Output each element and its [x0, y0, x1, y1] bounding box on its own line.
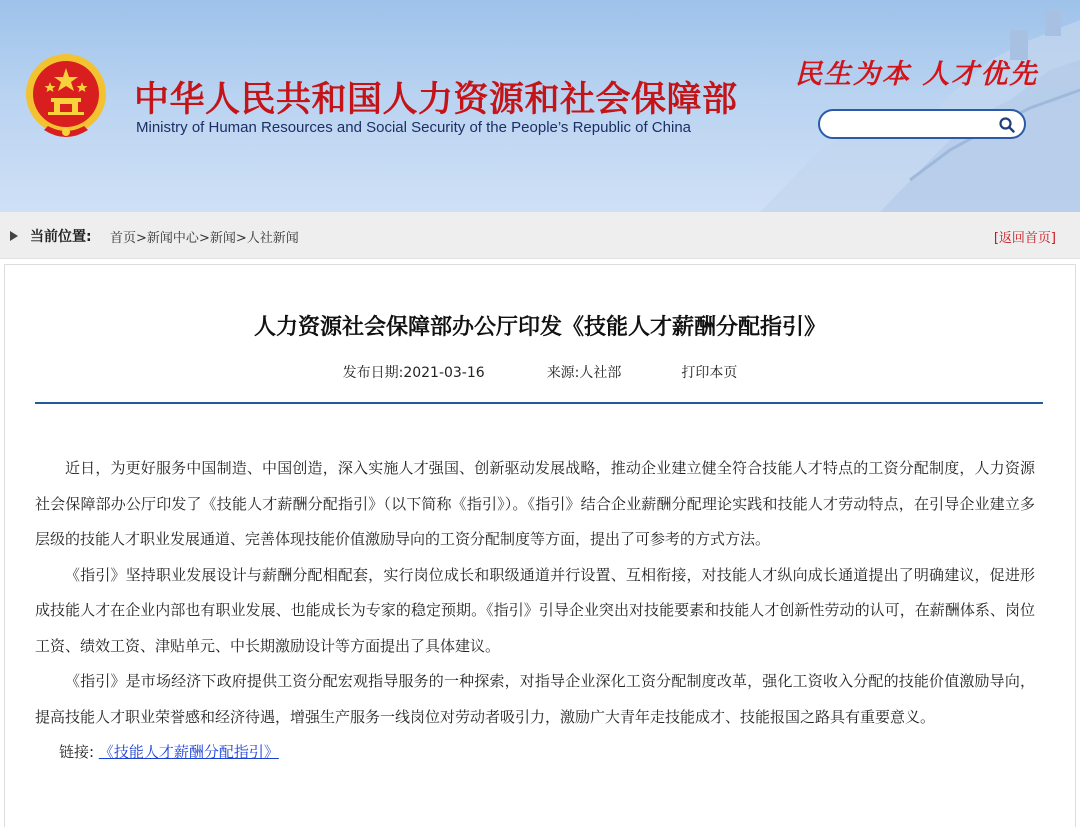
breadcrumb-label: 当前位置:: [30, 229, 92, 245]
national-emblem-icon: [24, 52, 108, 142]
search-icon[interactable]: [998, 116, 1016, 134]
breadcrumb-separator: >: [136, 231, 147, 246]
article-paragraph: 近日，为更好服务中国制造、中国创造，深入实施人才强国、创新驱动发展战略，推动企业建立健全符合技能人才特点的工资分配制度，人力资源社会保障部办公厅印发了《技能人才薪酬分配指引》（以下简称《指引》）。《指引》结合企业薪酬分配理论实践和技能人才劳动特点，在引导企业建立多层级的技能人才职业发展通道、完善体现技能价值激励导向的工资分配制度等方面，提出了可参考的方式方法。: [35, 459, 1035, 548]
great-wall-background-icon: [760, 0, 1080, 212]
site-header: [0, 0, 1080, 212]
breadcrumb-separator: >: [198, 231, 210, 246]
back-home-link[interactable]: [返回首页]: [993, 231, 1056, 246]
attachment-line: [59, 735, 1035, 771]
triangle-right-icon: [10, 231, 18, 241]
search-box: [818, 109, 1026, 139]
breadcrumb-item-home[interactable]: 首页: [110, 231, 137, 246]
guideline-document-link[interactable]: 《技能人才薪酬分配指引》: [98, 743, 279, 761]
breadcrumb-item-news-center[interactable]: 新闻中心: [146, 231, 199, 246]
breadcrumb-separator: >: [235, 231, 247, 246]
link-label: 链接:: [59, 743, 95, 761]
breadcrumb-item-news[interactable]: 新闻: [209, 231, 236, 246]
article-body: [35, 451, 1035, 771]
breadcrumb-item-hrss-news[interactable]: 人社新闻: [246, 231, 299, 246]
breadcrumb-bar: [0, 212, 1080, 259]
publish-date-label: 发布日期:: [342, 365, 404, 381]
article-panel: [4, 264, 1076, 827]
print-page-link[interactable]: 打印本页: [681, 365, 738, 381]
breadcrumb: [110, 227, 299, 246]
site-title-cn: 中华人民共和国人力资源和社会保障部: [134, 80, 738, 120]
slogan: 民生为本 人才优先: [795, 59, 1039, 90]
title-divider: [35, 402, 1043, 404]
article-paragraph: 《指引》坚持职业发展设计与薪酬分配相配套，实行岗位成长和职级通道并行设置、互相衔接，对技能人才纵向成长通道提出了明确建议，促进形成技能人才在企业内部也有职业发展、也能成长为专家的稳定预期。《指引》引导企业突出对技能要素和技能人才创新性劳动的认可，在薪酬体系、岗位工资、绩效工资、津贴单元、中长期激励设计等方面提出了具体建议。: [35, 565, 1035, 655]
article-title: 人力资源社会保障部办公厅印发《技能人才薪酬分配指引》: [253, 315, 826, 340]
article-paragraph: 《指引》是市场经济下政府提供工资分配宏观指导服务的一种探索，对指导企业深化工资分配制度改革，强化工资收入分配的技能价值激励导向，提高技能人才职业荣誉感和经济待遇，增强生产服务一线岗位对劳动者吸引力，激励广大青年走技能成才、技能报国之路具有重要意义。: [35, 672, 1035, 726]
source-value: 人社部: [579, 365, 622, 381]
article-meta: [5, 362, 1075, 382]
site-title-en: Ministry of Human Resources and Social Security of the People’s Republic of China: [136, 119, 691, 136]
source-label: 来源:: [546, 365, 580, 381]
publish-date: 2021-03-16: [403, 365, 485, 381]
search-input[interactable]: [830, 114, 990, 134]
